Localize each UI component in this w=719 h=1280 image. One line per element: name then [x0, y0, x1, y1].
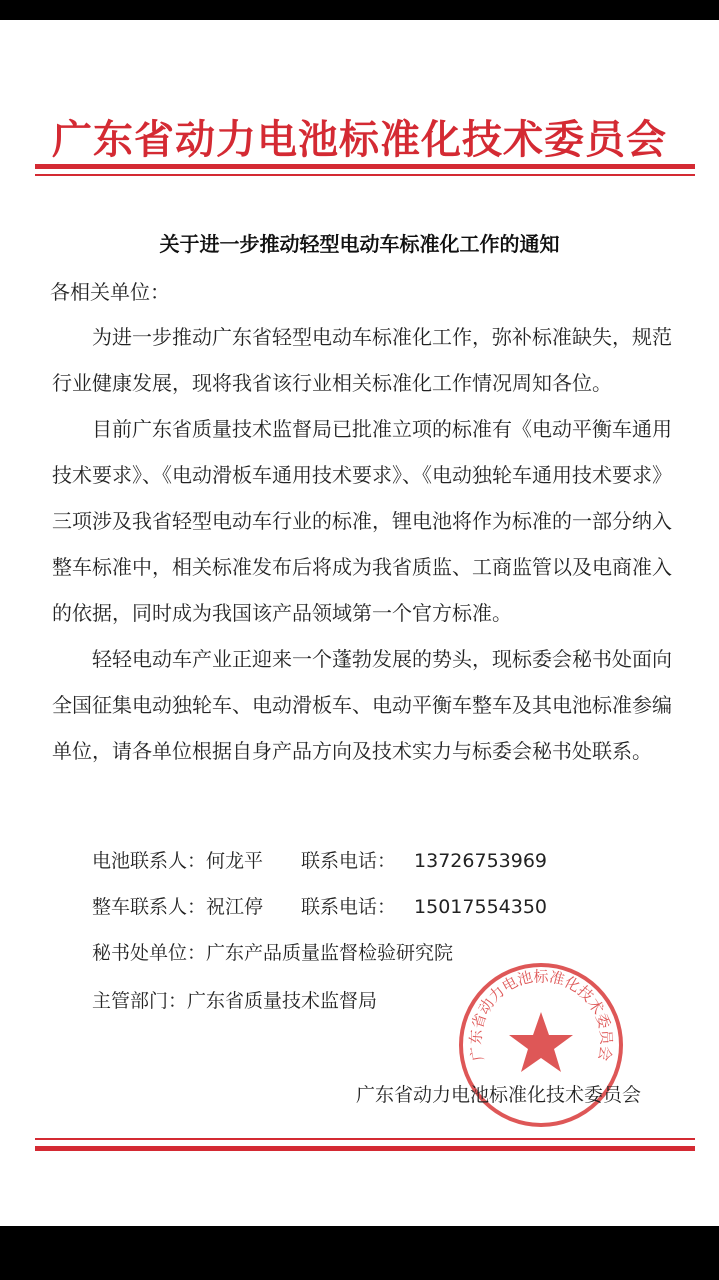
battery-phone: 13726753969 — [414, 850, 548, 872]
notice-body — [52, 314, 688, 774]
vehicle-phone-label: 联系电话： — [301, 896, 397, 918]
vehicle-phone: 15017554350 — [414, 896, 548, 918]
seal-star-icon — [509, 1012, 573, 1072]
signer-name: 广东省动力电池标准化技术委员会 — [356, 1084, 642, 1106]
authority-line: 主管部门：广东省质量技术监督局 — [92, 990, 378, 1012]
paragraph-2: 目前广东省质量技术监督局已批准立项的标准有《电动平衡车通用技术要求》、《电动滑板车通用技术要求》、《电动独轮车通用技术要求》三项涉及我省轻型电动车行业的标准，锂电池将作为标准的一部分纳入整车标准中，相关标准发布后将成为我省质监、工商监管以及电商准入的依据，同时成为我国该产品领域第一个官方标准。 — [52, 417, 672, 625]
battery-phone-label: 联系电话： — [301, 850, 397, 872]
notice-title: 关于进一步推动轻型电动车标准化工作的通知 — [159, 232, 560, 256]
vehicle-contact: 整车联系人：祝江停 — [92, 896, 264, 918]
footer-rule-top — [35, 1138, 695, 1140]
letterhead-rule-bottom — [35, 174, 695, 176]
salutation: 各相关单位： — [50, 280, 170, 304]
navigation-bar-band — [0, 1226, 719, 1280]
paragraph-3: 轻轻电动车产业正迎来一个蓬勃发展的势头，现标委会秘书处面向全国征集电动独轮车、电动滑板车、电动平衡车整车及其电池标准参编单位，请各单位根据自身产品方向及技术实力与标委会秘书处联系。 — [52, 647, 672, 763]
seal-text: 广东省动力电池标准化技术委员会 — [466, 967, 616, 1063]
footer-rule-bottom — [35, 1146, 695, 1151]
battery-contact-line — [92, 846, 547, 873]
battery-contact: 电池联系人：何龙平 — [92, 850, 264, 872]
letterhead-title: 广东省动力电池标准化技术委员会 — [52, 116, 667, 163]
vehicle-contact-line — [92, 892, 547, 919]
secretariat-line: 秘书处单位：广东产品质量监督检验研究院 — [92, 942, 454, 964]
status-bar-band — [0, 0, 719, 20]
letterhead-rule-top — [35, 164, 695, 169]
paragraph-1: 为进一步推动广东省轻型电动车标准化工作，弥补标准缺失，规范行业健康发展，现将我省该行业相关标准化工作情况周知各位。 — [52, 325, 672, 395]
